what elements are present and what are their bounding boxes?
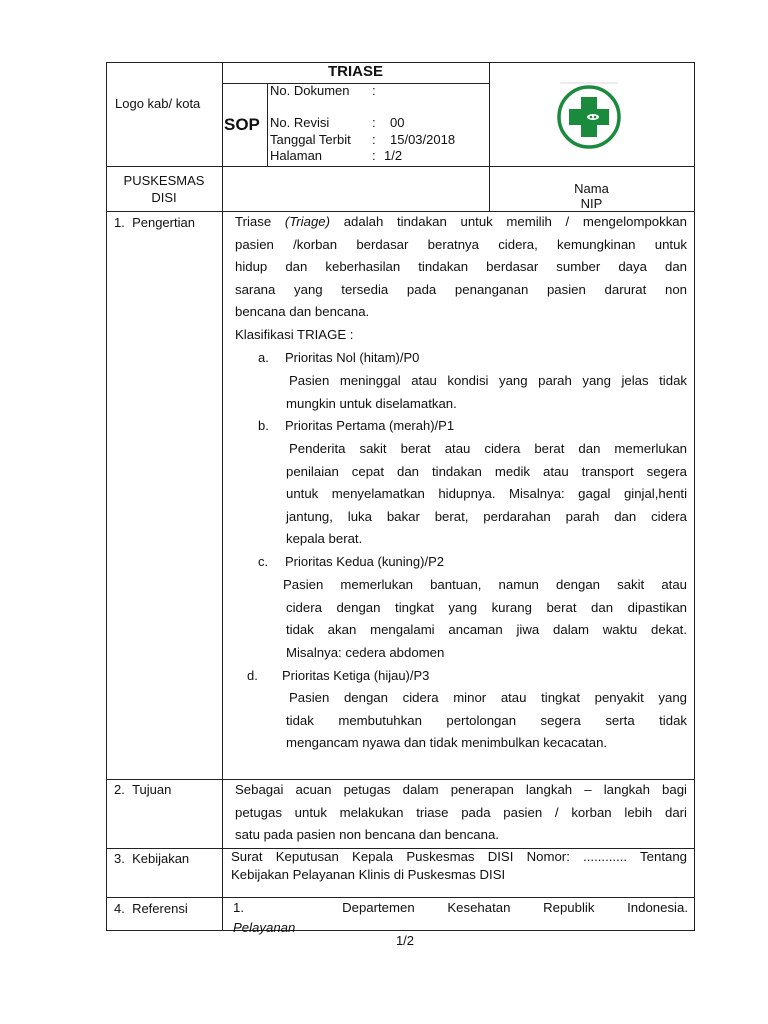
pengertian-intro-text: Triase (Triage) adalah tindakan untuk memilih / mengelompokkan bbox=[235, 214, 687, 229]
triage-italic: (Triage) bbox=[284, 214, 331, 229]
item-b-title: Prioritas Pertama (merah)/P1 bbox=[285, 418, 455, 433]
field-tanggal-terbit-sep: : bbox=[372, 132, 376, 147]
item-d-line: mengancam nyawa dan tidak menimbulkan kecacatan. bbox=[286, 735, 608, 751]
section-label-tujuan: 2. Tujuan bbox=[114, 782, 172, 797]
item-c-line: Misalnya: cedera abdomen bbox=[286, 644, 445, 660]
field-halaman-sep: : bbox=[372, 148, 376, 163]
pengertian-intro-line: bencana dan bencana. bbox=[235, 304, 370, 320]
field-no-revisi-value: 00 bbox=[390, 115, 405, 130]
signature-nip: NIP bbox=[580, 196, 603, 211]
item-b-line: Penderita sakit berat atau cidera berat dan memerlukan bbox=[289, 441, 687, 456]
field-halaman-value: 1/2 bbox=[384, 148, 403, 163]
item-d-body bbox=[286, 687, 687, 755]
item-b-line: kepala berat. bbox=[286, 531, 363, 547]
section-label-kebijakan: 3. Kebijakan bbox=[114, 851, 190, 866]
item-d-line: tidak membutuhkan pertolongan segera serta tidak bbox=[286, 712, 687, 728]
item-b-line: penilaian cepat dan tindakan medik atau transport segera bbox=[286, 463, 687, 479]
item-b-letter: b. bbox=[258, 418, 269, 433]
section-label-pengertian: 1. Pengertian bbox=[114, 215, 195, 230]
divider-vertical-main bbox=[222, 62, 223, 931]
pengertian-intro-line: sarana yang tersedia pada penanganan pasien darurat non bbox=[235, 281, 687, 297]
kebijakan-line: Kebijakan Pelayanan Klinis di Puskesmas DISI bbox=[231, 867, 506, 882]
item-a-title: Prioritas Nol (hitam)/P0 bbox=[285, 350, 420, 365]
item-c-line: Pasien memerlukan bantuan, namun dengan sakit atau bbox=[283, 577, 687, 592]
divider-title bbox=[222, 83, 490, 84]
referensi-line-italic: Pelayanan bbox=[233, 920, 296, 935]
divider-sop bbox=[267, 83, 268, 166]
klasifikasi-heading: Klasifikasi TRIAGE : bbox=[235, 326, 354, 342]
item-b-line: untuk menyelamatkan hidupnya. Misalnya: gagal ginjal,henti bbox=[286, 486, 687, 502]
tujuan-line: petugas untuk melakukan triase pada pasien / korban lebih dari bbox=[235, 804, 687, 820]
field-no-revisi-label: No. Revisi bbox=[270, 115, 330, 130]
pengertian-intro-line bbox=[235, 211, 687, 234]
org-name-line1: PUSKESMAS bbox=[123, 173, 205, 188]
item-c-line: tidak akan mengalami ancaman jiwa dalam waktu dekat. bbox=[286, 622, 687, 638]
divider-header-row1 bbox=[106, 166, 695, 167]
document-title: TRIASE bbox=[327, 63, 383, 80]
tujuan-line: Sebagai acuan petugas dalam penerapan langkah – langkah bagi bbox=[235, 782, 687, 797]
signature-name: Nama bbox=[574, 181, 609, 196]
border-top bbox=[106, 62, 695, 63]
item-a-body bbox=[286, 370, 687, 415]
field-no-dokumen-label: No. Dokumen bbox=[270, 83, 350, 98]
field-halaman-label: Halaman bbox=[270, 148, 323, 163]
kebijakan-body bbox=[231, 848, 687, 884]
item-c-title: Prioritas Kedua (kuning)/P2 bbox=[285, 554, 444, 569]
logo-placeholder-text: Logo kab/ kota bbox=[115, 96, 201, 111]
item-c-line: cidera dengan tingkat yang kurang berat dan dipastikan bbox=[286, 599, 687, 615]
puskesmas-logo-icon bbox=[554, 82, 624, 152]
item-c-letter: c. bbox=[258, 554, 269, 569]
referensi-line bbox=[233, 898, 688, 938]
pengertian-intro-line: pasien /korban berdasar beratnya cidera, kemungkinan untuk bbox=[235, 236, 687, 252]
item-d-letter: d. bbox=[247, 668, 258, 683]
field-tanggal-terbit-value: 15/03/2018 bbox=[390, 132, 456, 147]
org-name-line2: DISI bbox=[151, 190, 177, 205]
field-tanggal-terbit-label: Tanggal Terbit bbox=[270, 132, 351, 147]
item-a-line: Pasien meninggal atau kondisi yang parah yang jelas tidak bbox=[289, 373, 687, 388]
section-label-referensi: 4. Referensi bbox=[114, 901, 188, 916]
referensi-line-text: 1. Departemen Kesehatan Republik Indonesia. bbox=[233, 900, 688, 915]
tujuan-body bbox=[235, 779, 687, 847]
item-d-line: Pasien dengan cidera minor atau tingkat penyakit yang bbox=[289, 690, 687, 705]
item-a-letter: a. bbox=[258, 350, 269, 365]
item-a-line: mungkin untuk diselamatkan. bbox=[286, 395, 457, 411]
referensi-body bbox=[233, 898, 688, 938]
sop-label: SOP bbox=[224, 115, 260, 134]
pengertian-intro-line: hidup dan keberhasilan tindakan berdasar sumber daya dan bbox=[235, 259, 687, 275]
kebijakan-line: Surat Keputusan Kepala Puskesmas DISI Nomor: ............ Tentang bbox=[231, 849, 687, 864]
field-no-dokumen-sep: : bbox=[372, 83, 376, 98]
tujuan-line: satu pada pasien non bencana dan bencana. bbox=[235, 827, 499, 843]
field-no-revisi-sep: : bbox=[372, 115, 376, 130]
item-b-line: jantung, luka bakar berat, perdarahan parah dan cidera bbox=[286, 508, 687, 524]
item-d-title: Prioritas Ketiga (hijau)/P3 bbox=[282, 668, 430, 683]
border-right bbox=[694, 62, 695, 931]
page-number: 1/2 bbox=[395, 933, 415, 948]
item-b-body bbox=[286, 438, 687, 551]
pengertian-intro bbox=[235, 211, 687, 347]
item-c-body bbox=[283, 574, 687, 664]
